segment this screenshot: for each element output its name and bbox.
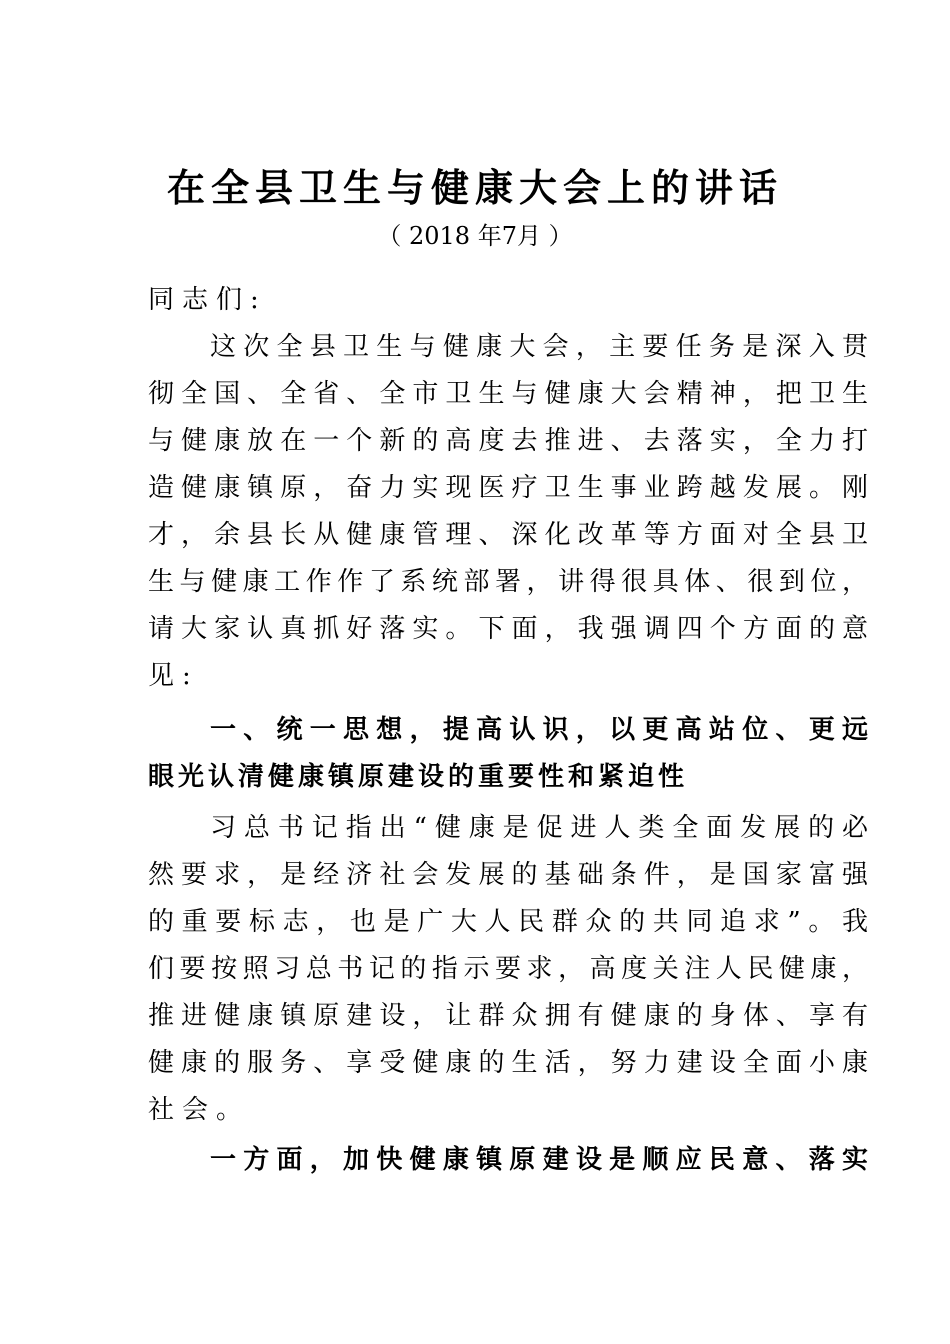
body-line: 习总书记指出“健康是促进人类全面发展的必 xyxy=(210,813,868,843)
body-line: 造健康镇原，奋力实现医疗卫生事业跨越发展。刚 xyxy=(148,473,868,503)
body-line: 健康的服务、享受健康的生活，努力建设全面小康 xyxy=(148,1048,868,1078)
paragraph-lead: 一方面，加快健康镇原建设是顺应民意、落实 xyxy=(210,1145,868,1175)
body-line: 与健康放在一个新的高度去推进、去落实，全力打 xyxy=(148,426,868,456)
body-line: 社会。 xyxy=(148,1095,251,1125)
document-title: 在全县卫生与健康大会上的讲话 xyxy=(166,165,783,210)
section-heading: 眼光认清健康镇原建设的重要性和紧迫性 xyxy=(148,762,689,792)
body-line: 然要求，是经济社会发展的基础条件，是国家富强 xyxy=(148,860,868,890)
section-heading: 一、统一思想，提高认识，以更高站位、更远 xyxy=(210,715,868,745)
body-line: 请大家认真抓好落实。下面，我强调四个方面的意 xyxy=(148,614,868,644)
body-line: 才，余县长从健康管理、深化改革等方面对全县卫 xyxy=(148,520,868,550)
body-line: 这次全县卫生与健康大会，主要任务是深入贯 xyxy=(210,332,868,362)
document-date: （ 2018 年7月 ） xyxy=(377,222,573,250)
body-line: 推进健康镇原建设，让群众拥有健康的身体、享有 xyxy=(148,1001,868,1031)
body-line: 们要按照习总书记的指示要求，高度关注人民健康， xyxy=(148,954,868,984)
body-line: 见: xyxy=(148,661,199,691)
body-line: 彻全国、全省、全市卫生与健康大会精神，把卫生 xyxy=(148,379,868,409)
body-line: 的重要标志，也是广大人民群众的共同追求”。我 xyxy=(148,907,868,937)
body-line: 生与健康工作作了系统部署，讲得很具体、很到位， xyxy=(148,567,868,597)
salutation: 同志们: xyxy=(148,285,267,315)
